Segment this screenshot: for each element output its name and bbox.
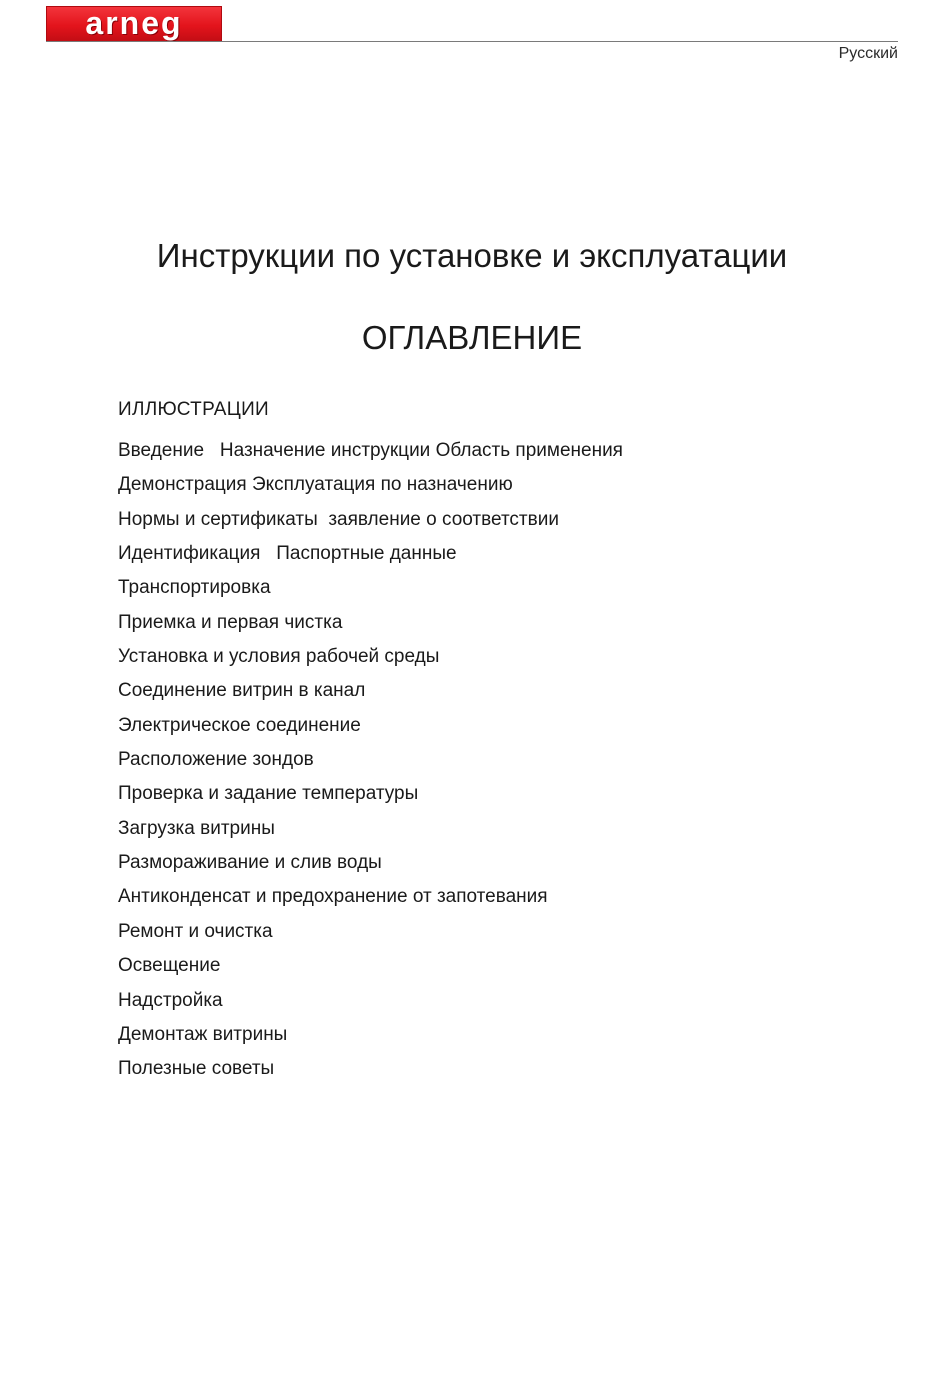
- toc-item: Полезные советы: [118, 1058, 275, 1080]
- language-label: Русский: [838, 45, 898, 62]
- brand-logo: [46, 6, 222, 42]
- toc-item: Ремонт и очистка: [118, 920, 273, 942]
- toc-item: Транспортировка: [118, 577, 271, 599]
- toc-item: Приемка и первая чистка: [118, 611, 343, 633]
- toc-item: Электрическое соединение: [118, 714, 361, 736]
- toc-item: Освещение: [118, 955, 221, 977]
- toc-item: Антиконденсат и предохранение от запотевания: [118, 886, 548, 908]
- toc-item: Демонтаж витрины: [118, 1023, 288, 1045]
- toc-item: Установка и условия рабочей среды: [118, 646, 440, 668]
- toc-item: Надстройка: [118, 989, 223, 1011]
- toc-list: [118, 439, 623, 1092]
- toc-section-label: ИЛЛЮСТРАЦИИ: [118, 399, 270, 420]
- toc-item: Загрузка витрины: [118, 817, 275, 839]
- toc-item: Размораживание и слив воды: [118, 852, 382, 874]
- toc-item: Расположение зондов: [118, 749, 314, 771]
- toc-item: Введение Назначение инструкции Область применения: [118, 440, 623, 461]
- toc-item: Нормы и сертификаты заявление о соответствии: [118, 508, 559, 530]
- toc-item: Демонстрация Эксплуатация по назначению: [118, 474, 513, 496]
- brand-logo-lettering: arneg: [85, 5, 183, 41]
- document-title: Инструкции по установке и эксплуатации: [156, 237, 788, 274]
- header-rule: [46, 41, 898, 42]
- toc-item: Идентификация Паспортные данные: [118, 543, 457, 565]
- toc-heading: ОГЛАВЛЕНИЕ: [361, 319, 583, 356]
- toc-item: Соединение витрин в канал: [118, 680, 366, 702]
- toc-item: Проверка и задание температуры: [118, 783, 419, 805]
